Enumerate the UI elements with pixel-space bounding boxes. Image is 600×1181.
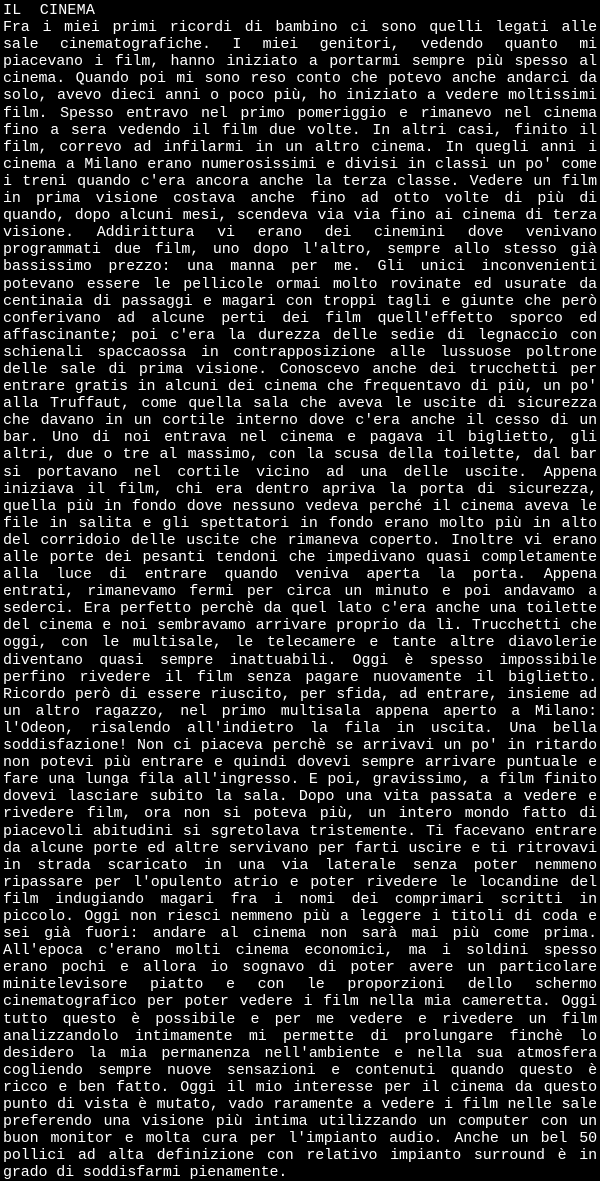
document-body: Fra i miei primi ricordi di bambino ci sono quelli legati alle sale cinematografiche. I miei genitori, vedendo quanto mi piacevano i film, hanno iniziato a portarmi sempre più spesso al cinema. Quando poi mi sono reso conto che potevo anche andarci da solo, avevo dieci anni o poco più, ho iniziato a vedere moltissimi film. Spesso entravo nel primo pomeriggio e rimanevo nel cinema fino a sera vedendo il film due volte. In altri casi, finito il film, correvo ad infilarmi in un altro cinema. In quegli anni i cinema a Milano erano numerosissimi e divisi in classi un po' come i treni quando c'era ancora anche la terza classe. Vedere un film in prima visione costava anche fino ad otto volte di più di quando, dopo alcuni mesi, scendeva via via fino ai cinema di terza visione. Addirittura vi erano dei cinemini dove venivano programmati due film, uno dopo l'altro, sempre allo stesso già bassissimo prezzo: una manna per me. Gli unici inconvenienti potevano essere le pellicole ormai molto rovinate ed usurate da centinaia di passaggi e magari con troppi tagli e giunte che però conferivano ad alcune perti dei film quell'effetto sporco ed affascinante; poi c'era la durezza delle sedie di legnaccio con schienali spaccaossa in contrapposizione alle lussuose poltrone delle sale di prima visione. Conoscevo anche dei trucchetti per entrare gratis in alcuni dei cinema che frequentavo di più, un po' alla Truffaut, come quella sala che aveva le uscite di sicurezza che davano in un cortile interno dove c'era anche il cesso di un bar. Uno di noi entrava nel cinema e pagava il biglietto, gli altri, due o tre al massimo, con la scusa della toilette, dal bar si portavano nel cortile vicino ad una delle uscite. Appena iniziava il film, chi era dentro apriva la porta di sicurezza, quella più in fondo dove nessuno vedeva perché il cinema aveva le file in salita e gli spettatori in fondo erano molto più in alto del corridoio delle uscite che rimaneva coperto. Inoltre vi erano alle porte dei pesanti tendoni che impedivano quasi completamente alla luce di entrare quando veniva aperta la porta. Appena entrati, rimanevamo fermi per circa un minuto e poi andavamo a sederci. Era perfetto perchè da quel lato c'era anche una toilette del cinema e noi sembravamo arrivare proprio da lì. Trucchetti che oggi, con le multisale, le telecamere e tante altre diavolerie diventano quasi sempre inattuabili. Oggi è spesso impossibile perfino rivedere il film senza pagare nuovamente il biglietto. Ricordo però di essere riuscito, per sfida, ad entrare, insieme ad un altro ragazzo, nel primo multisala appena aperto a Milano: l'Odeon, risalendo all'indietro la fila in uscita. Una bella soddisfazione! Non ci piaceva perchè se arrivavi un po' in ritardo non potevi più entrare e quindi dovevi sempre arrivare puntuale e fare una lunga fila all'ingresso. E poi, gravissimo, a film finito dovevi lasciare subito la sala. Dopo una vita passata a vedere e rivedere film, ora non si poteva più, un intero mondo fatto di piacevoli abitudini si sgretolava tristemente. Ti facevano entrare da alcune porte ed altre servivano per farti uscire e ti ritrovavi in strada scaricato in una via laterale senza poter nemmeno ripassare per l'opulento atrio e poter rivedere le locandine del film indugiando magari fra i nomi dei comprimari scritti in piccolo. Oggi non riesci nemmeno più a leggere i titoli di coda e sei già fuori: andare al cinema non sarà mai più come prima. All'epoca c'erano molti cinema economici, ma i soldini spesso erano pochi e allora io sognavo di poter avere un particolare minitelevisore piatto e con le proporzioni dello schermo cinematografico per poter vedere i film nella mia cameretta. Oggi tutto questo è possibile e per me vedere e rivedere un film analizzandolo intimamente mi permette di prolungare finchè lo desidero la mia permanenza nell'ambiente e nella sua atmosfera cogliendo sempre nuove sensazioni e contenuti quando questo è ricco e ben fatto. Oggi il mio interesse per il cinema da questo punto di vista è mutato, vado raramente a vedere i film nelle sale preferendo una visione più intima utilizzando un computer con un buon monitor e molta cura per l'impianto audio. Anche un bel 50 pollici ad alta definizione con relativo impianto surround è in grado di soddisfarmi pienamente. (3, 19, 597, 1181)
document-title: IL CINEMA (3, 2, 96, 19)
